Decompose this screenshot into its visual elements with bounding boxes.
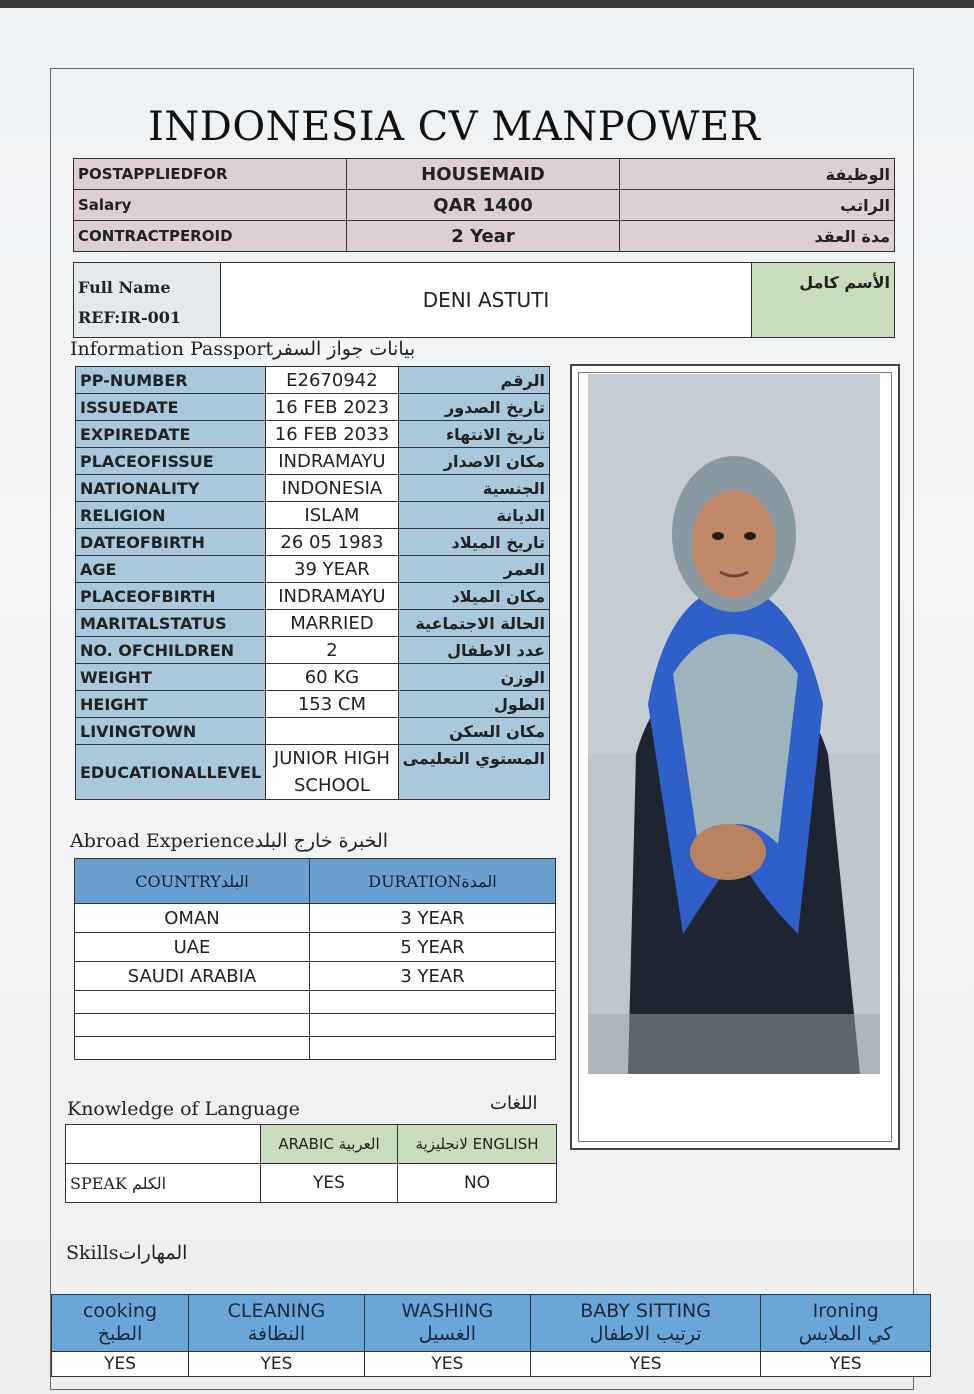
skill-name-ar: النظافة [247,1323,306,1345]
abroad-duration [310,991,556,1014]
abroad-table [74,858,556,1060]
duration-column-header: DURATIONالمدة [310,859,556,904]
passport-label: EXPIREDATE [76,421,266,448]
passport-row [76,637,550,664]
speak-label: SPEAK الكلم [66,1164,261,1203]
skills-header-row [52,1295,931,1352]
abroad-duration: 5 YEAR [310,933,556,962]
passport-value: 39 YEAR [266,556,399,583]
language-heading: Knowledge of Language [67,1098,300,1120]
applicant-photo [588,374,880,1074]
abroad-country: OMAN [75,904,310,933]
skill-name: WASHING [401,1300,494,1323]
passport-label: EDUCATIONALLEVEL [76,745,266,800]
photo-frame [570,364,900,1150]
passport-row [76,610,550,637]
country-column-header: COUNTRYالبلد [75,859,310,904]
passport-row [76,448,550,475]
english-speak-value: NO [398,1164,557,1203]
arabic-column-header: ARABIC العربية [261,1125,398,1164]
passport-row [76,556,550,583]
abroad-row [75,904,556,933]
passport-heading: Information Passportبيانات جواز السفر [70,338,416,360]
passport-row [76,718,550,745]
passport-value: INDRAMAYU [266,448,399,475]
passport-label: MARITALSTATUS [76,610,266,637]
abroad-duration [310,1037,556,1060]
abroad-duration [310,1014,556,1037]
passport-label: NO. OFCHILDREN [76,637,266,664]
passport-value: ISLAM [266,502,399,529]
skill-name: BABY SITTING [580,1300,711,1323]
skill-name-ar: الغسيل [418,1323,477,1345]
passport-label-ar: الوزن [398,664,549,691]
job-row [74,190,895,221]
skill-value: YES [364,1352,530,1377]
passport-label-ar: الرقم [398,367,549,394]
skill-value: YES [52,1352,189,1377]
full-name-label: Full Name [78,278,171,297]
skill-name-ar: ترتيب الاطفال [589,1323,702,1345]
passport-label: WEIGHT [76,664,266,691]
skill-value: YES [530,1352,761,1377]
passport-row [76,664,550,691]
abroad-country [75,1037,310,1060]
passport-row [76,529,550,556]
passport-value: E2670942 [266,367,399,394]
passport-label-ar: المستوي التعليمى [398,745,549,800]
passport-value [266,718,399,745]
passport-row [76,394,550,421]
passport-value: 60 KG [266,664,399,691]
passport-label: NATIONALITY [76,475,266,502]
skills-table [51,1294,931,1377]
language-heading-ar: اللغات [490,1093,538,1114]
job-value: QAR 1400 [347,190,620,221]
passport-value: 16 FEB 2033 [266,421,399,448]
passport-value: 26 05 1983 [266,529,399,556]
passport-value: 16 FEB 2023 [266,394,399,421]
passport-label: LIVINGTOWN [76,718,266,745]
passport-label: HEIGHT [76,691,266,718]
passport-label-ar: العمر [398,556,549,583]
passport-row [76,421,550,448]
passport-label-ar: تاريخ الميلاد [398,529,549,556]
job-row [74,221,895,252]
language-table [65,1124,557,1203]
passport-label-ar: مكان الميلاد [398,583,549,610]
skill-header [761,1295,931,1352]
passport-label-ar: تاريخ الصدور [398,394,549,421]
abroad-country: UAE [75,933,310,962]
name-table [73,262,895,338]
skill-name-ar: كي الملابس [798,1323,893,1345]
passport-row [76,583,550,610]
job-table [73,158,895,252]
skills-value-row [52,1352,931,1377]
page-title: INDONESIA CV MANPOWER [148,104,761,150]
skill-value: YES [761,1352,931,1377]
abroad-country [75,991,310,1014]
skill-header [530,1295,761,1352]
abroad-country [75,1014,310,1037]
passport-row [76,367,550,394]
skills-heading: Skillsالمهارات [66,1242,188,1264]
abroad-heading: Abroad Experienceالخبرة خارج البلد [70,830,389,852]
passport-label: DATEOFBIRTH [76,529,266,556]
language-empty-cell [66,1125,261,1164]
job-label-ar: مدة العقد [620,221,895,252]
passport-value: 2 [266,637,399,664]
passport-label-ar: تاريخ الانتهاء [398,421,549,448]
education-line-2: SCHOOL [293,775,370,796]
passport-label: PP-NUMBER [76,367,266,394]
abroad-row [75,962,556,991]
abroad-row [75,991,556,1014]
passport-row [76,475,550,502]
passport-label-ar: عدد الاطفال [398,637,549,664]
passport-value: INDONESIA [266,475,399,502]
job-label-ar: الوظيفة [620,159,895,190]
job-value: 2 Year [347,221,620,252]
abroad-row [75,1037,556,1060]
passport-label: RELIGION [76,502,266,529]
education-row [76,745,550,800]
education-line-1: JUNIOR HIGH [273,748,390,769]
skill-header [52,1295,189,1352]
skill-header [364,1295,530,1352]
skill-name: cooking [82,1300,158,1323]
name-label-cell [74,263,221,338]
abroad-duration: 3 YEAR [310,904,556,933]
passport-row [76,502,550,529]
passport-label-ar: مكان الاصدار [398,448,549,475]
abroad-duration: 3 YEAR [310,962,556,991]
passport-label: PLACEOFISSUE [76,448,266,475]
job-value: HOUSEMAID [347,159,620,190]
job-label: Salary [74,190,347,221]
job-row [74,159,895,190]
education-value [266,745,399,800]
passport-value: MARRIED [266,610,399,637]
abroad-row [75,1014,556,1037]
skill-name: Ironing [812,1300,879,1323]
skill-value: YES [189,1352,365,1377]
passport-label-ar: مكان السكن [398,718,549,745]
applicant-photo-illustration [588,374,880,1074]
full-name-value: DENI ASTUTI [221,263,752,338]
passport-label: AGE [76,556,266,583]
skill-name: CLEANING [227,1300,326,1323]
job-label-ar: الراتب [620,190,895,221]
passport-table [75,366,550,800]
abroad-country: SAUDI ARABIA [75,962,310,991]
skill-header [189,1295,365,1352]
abroad-header-row [75,859,556,904]
passport-row [76,691,550,718]
skill-name-ar: الطبخ [97,1323,143,1345]
full-name-label-ar: الأسم كامل [752,263,895,338]
abroad-row [75,933,556,962]
passport-value: INDRAMAYU [266,583,399,610]
passport-label-ar: الديانة [398,502,549,529]
document-page [0,8,974,1394]
ref-number: REF:IR-001 [78,308,182,328]
arabic-speak-value: YES [261,1164,398,1203]
job-label: POSTAPPLIEDFOR [74,159,347,190]
passport-label-ar: الطول [398,691,549,718]
english-column-header: لانجليزية ENGLISH [398,1125,557,1164]
passport-label-ar: الجنسية [398,475,549,502]
passport-value: 153 CM [266,691,399,718]
passport-label: ISSUEDATE [76,394,266,421]
passport-label-ar: الحالة الاجتماعية [398,610,549,637]
passport-label: PLACEOFBIRTH [76,583,266,610]
job-label: CONTRACTPEROID [74,221,347,252]
